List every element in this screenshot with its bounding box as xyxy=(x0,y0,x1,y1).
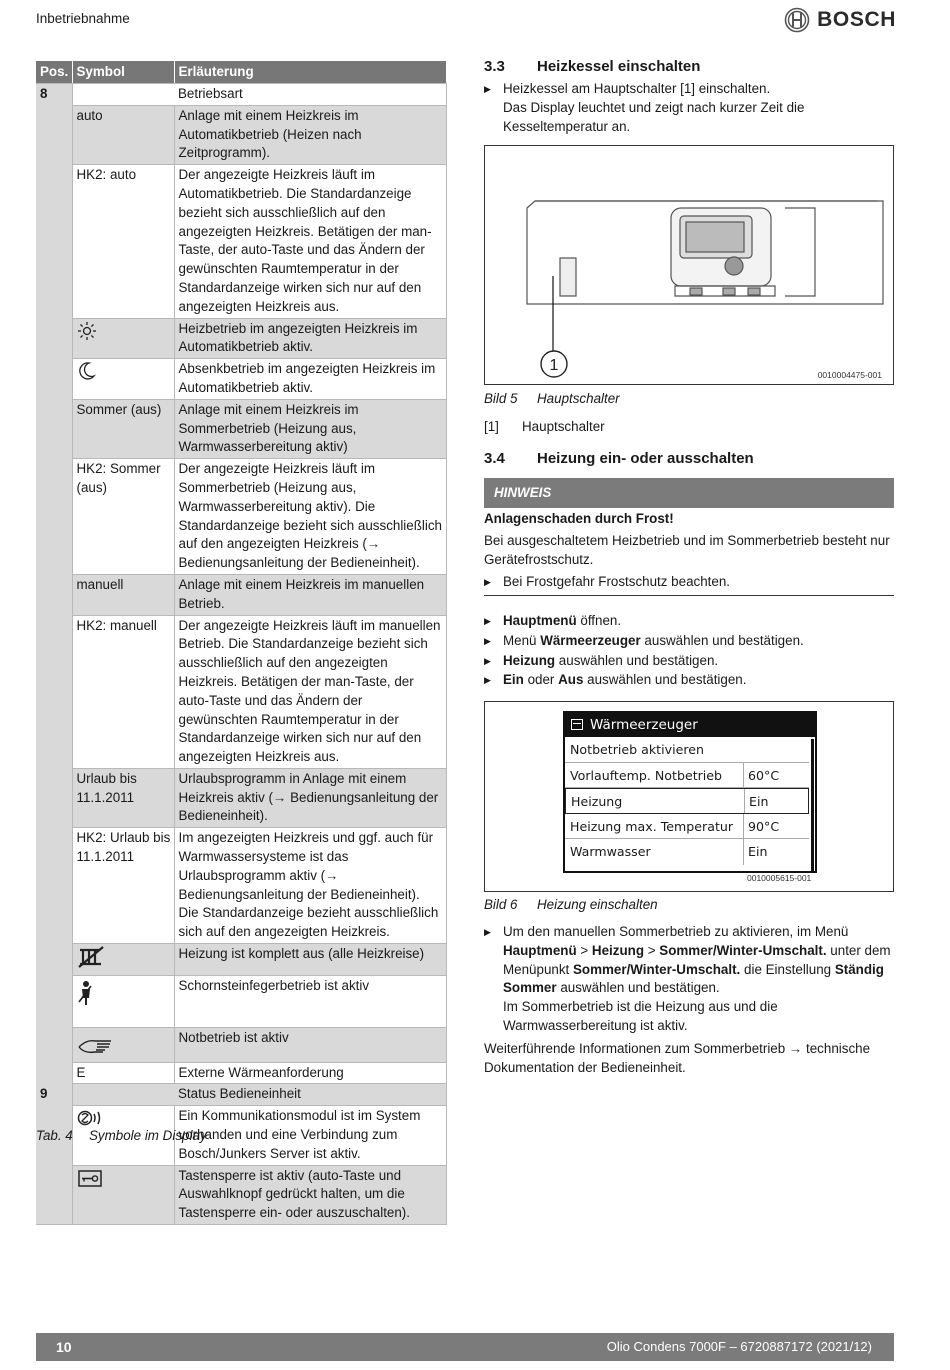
notice-step: ▶ Bei Frostgefahr Frostschutz beachten. xyxy=(484,573,894,595)
table-row xyxy=(36,1084,446,1106)
figure-legend: [1] Hauptschalter xyxy=(484,419,605,434)
section-3-3-step: ▶ Heizkessel am Hauptschalter [1] einschalten. Das Display leuchtet und zeigt nach kurzer Zeit die Kesseltemperatur an. xyxy=(484,80,894,136)
display-menu-row-selected: Heizung Ein xyxy=(565,788,809,814)
display-menu-row: Vorlauftemp. Notbetrieb 60°C xyxy=(565,763,809,789)
menu-icon xyxy=(571,719,583,730)
table-row: Heizung ist komplett aus (alle Heizkreise) xyxy=(36,944,446,976)
section-3-3-heading: 3.3 Heizkessel einschalten xyxy=(484,58,701,75)
figure-code: 0010004475-001 xyxy=(817,370,882,380)
list-item: ▶ Heizung auswählen und bestätigen. xyxy=(484,652,894,671)
controller-display xyxy=(563,711,817,873)
more-info-text: Weiterführende Informationen zum Sommerbetrieb → technische Dokumentation der Bedieneinheit. xyxy=(484,1040,871,1075)
callout-1: 1 xyxy=(549,357,559,374)
page-footer xyxy=(36,1333,894,1361)
document-reference: Olio Condens 7000F – 6720887172 (2021/12) xyxy=(606,1339,872,1354)
list-item: ▶ Hauptmenü öffnen. xyxy=(484,612,894,631)
display-menu-row: Heizung max. Temperatur 90°C xyxy=(565,814,809,840)
section-3-4-heading: 3.4 Heizung ein- oder ausschalten xyxy=(484,450,754,467)
table-row: Notbetrieb ist aktiv xyxy=(36,1027,446,1062)
table-row xyxy=(36,84,446,106)
chimney-sweep-icon xyxy=(77,980,95,1006)
display-menu-row: Warmwasser Ein xyxy=(565,839,809,865)
table-row: HK2: Urlaub bis 11.1.2011 Im angezeigten Heizkreis und ggf. auch für Warmwassersysteme ist das Urlaubsprogramm aktiv (→ Bedienungsanleitung der Bedieneinheit). Die Standardanzeige bezieht ausschließlich sich auf den angezeigten Heizkreis. xyxy=(36,828,446,944)
symbol-table xyxy=(36,61,447,1225)
table-row: E Externe Wärmeanforderung xyxy=(36,1062,446,1084)
key-lock-icon xyxy=(77,1169,103,1189)
figure-code: 0010005615-001 xyxy=(747,873,812,883)
col-header-symbol: Symbol xyxy=(72,61,174,84)
table-row: Tastensperre ist aktiv (auto-Taste und Auswahlknopf gedrückt halten, um die Tastensperre ein- oder auszuschalten). xyxy=(36,1165,446,1224)
notice-box xyxy=(484,478,894,596)
display-scrollbar xyxy=(811,739,814,871)
notice-title: Anlagenschaden durch Frost! xyxy=(484,511,674,526)
table-row: Ein Kommunikationsmodul ist im System vorhanden und eine Verbindung zum Bosch/Junkers Server ist aktiv. xyxy=(36,1106,446,1165)
summer-instructions xyxy=(484,923,894,1077)
group-title: Betriebsart xyxy=(174,84,446,106)
steps-list xyxy=(484,612,894,690)
display-menu-row: Notbetrieb aktivieren xyxy=(565,737,809,763)
table-row: HK2: manuell Der angezeigte Heizkreis läuft im manuellen Betrieb. Die Standardanzeige bezieht sich ausschließlich auf den angezeigten Heizkreis. Betätigen der man-Taste, der auto-Taste und das Ändern der gewünschten Raumtemperatur in der Standardanzeige wirken sich nur auf den angezeigten Heizkreis aus. xyxy=(36,615,446,768)
figure-caption: Bild 5 Hauptschalter xyxy=(484,391,620,406)
table-row: auto Anlage mit einem Heizkreis im Automatikbetrieb (Heizen nach Zeitprogramm). xyxy=(36,105,446,164)
heating-off-icon xyxy=(77,946,107,968)
sun-icon xyxy=(77,321,97,341)
bosch-armature-icon xyxy=(784,7,810,33)
group-title: Status Bedieneinheit xyxy=(174,1084,446,1106)
table-caption: Tab. 4 Symbole im Display xyxy=(36,1128,207,1143)
notice-label: HINWEIS xyxy=(484,478,894,508)
notice-text: Bei ausgeschaltetem Heizbetrieb und im Sommerbetrieb besteht nur Gerätefrostschutz. xyxy=(484,532,890,567)
communication-module-icon xyxy=(77,1108,105,1128)
table-row: Sommer (aus) Anlage mit einem Heizkreis im Sommerbetrieb (Heizung aus, Warmwasserbereitung aktiv) xyxy=(36,399,446,458)
col-header-explanation: Erläuterung xyxy=(174,61,446,84)
boiler-illustration xyxy=(485,146,893,384)
display-title-bar: Wärmeerzeuger xyxy=(565,713,815,737)
table-header-row xyxy=(36,61,446,84)
bosch-logo xyxy=(784,7,896,33)
moon-icon xyxy=(77,361,97,381)
list-item: ▶ Ein oder Aus auswählen und bestätigen. xyxy=(484,671,894,690)
table-row: Heizbetrieb im angezeigten Heizkreis im Automatikbetrieb aktiv. xyxy=(36,318,446,359)
pos-cell: 9 xyxy=(36,1084,72,1225)
pos-cell: 8 xyxy=(36,84,72,1084)
table-row: HK2: Sommer (aus) Der angezeigte Heizkreis läuft im Sommerbetrieb (Heizung aus, Warmwasserbereitung aktiv). Die Standardanzeige bezieht sich ausschließlich auf den angezeigten Heizkreis (→ Bedienungsanleitung der Bedieneinheit). xyxy=(36,459,446,575)
table-row: Absenkbetrieb im angezeigten Heizkreis im Automatikbetrieb aktiv. xyxy=(36,359,446,400)
table-row: Urlaub bis 11.1.2011 Urlaubsprogramm in Anlage mit einem Heizkreis aktiv (→ Bedienungsanleitung der Bedieneinheit). xyxy=(36,768,446,827)
table-row: HK2: auto Der angezeigte Heizkreis läuft im Automatikbetrieb. Die Standardanzeige bezieht sich ausschließlich auf den angezeigten Heizkreis. Betätigen der man-Taste, der auto-Taste und das Ändern der gewünschten Raumtemperatur in der Standardanzeige wirken sich nur auf den angezeigten Heizkreis aus. xyxy=(36,165,446,318)
emergency-hand-icon xyxy=(77,1035,115,1055)
running-header: Inbetriebnahme xyxy=(36,11,130,26)
figure-caption: Bild 6 Heizung einschalten xyxy=(484,897,658,912)
list-item: ▶ Um den manuellen Sommerbetrieb zu aktivieren, im Menü Hauptmenü > Heizung > Sommer/Winter-Umschalt. unter dem Menüpunkt Sommer/Winter-Umschalt. die Einstellung Ständig Sommer auswählen und bestätigen. Im Sommerbetrieb ist die Heizung aus und die Warmwasserbereitung ist aktiv. xyxy=(484,923,894,1036)
boiler-figure xyxy=(484,145,894,385)
brand-name: BOSCH xyxy=(817,8,896,31)
table-row: Schornsteinfegerbetrieb ist aktiv xyxy=(36,975,446,1027)
col-header-pos: Pos. xyxy=(36,61,72,84)
display-figure xyxy=(484,701,894,892)
list-item: ▶ Menü Wärmeerzeuger auswählen und bestätigen. xyxy=(484,632,894,651)
page-number: 10 xyxy=(56,1339,72,1355)
table-row: manuell Anlage mit einem Heizkreis im manuellen Betrieb. xyxy=(36,574,446,615)
